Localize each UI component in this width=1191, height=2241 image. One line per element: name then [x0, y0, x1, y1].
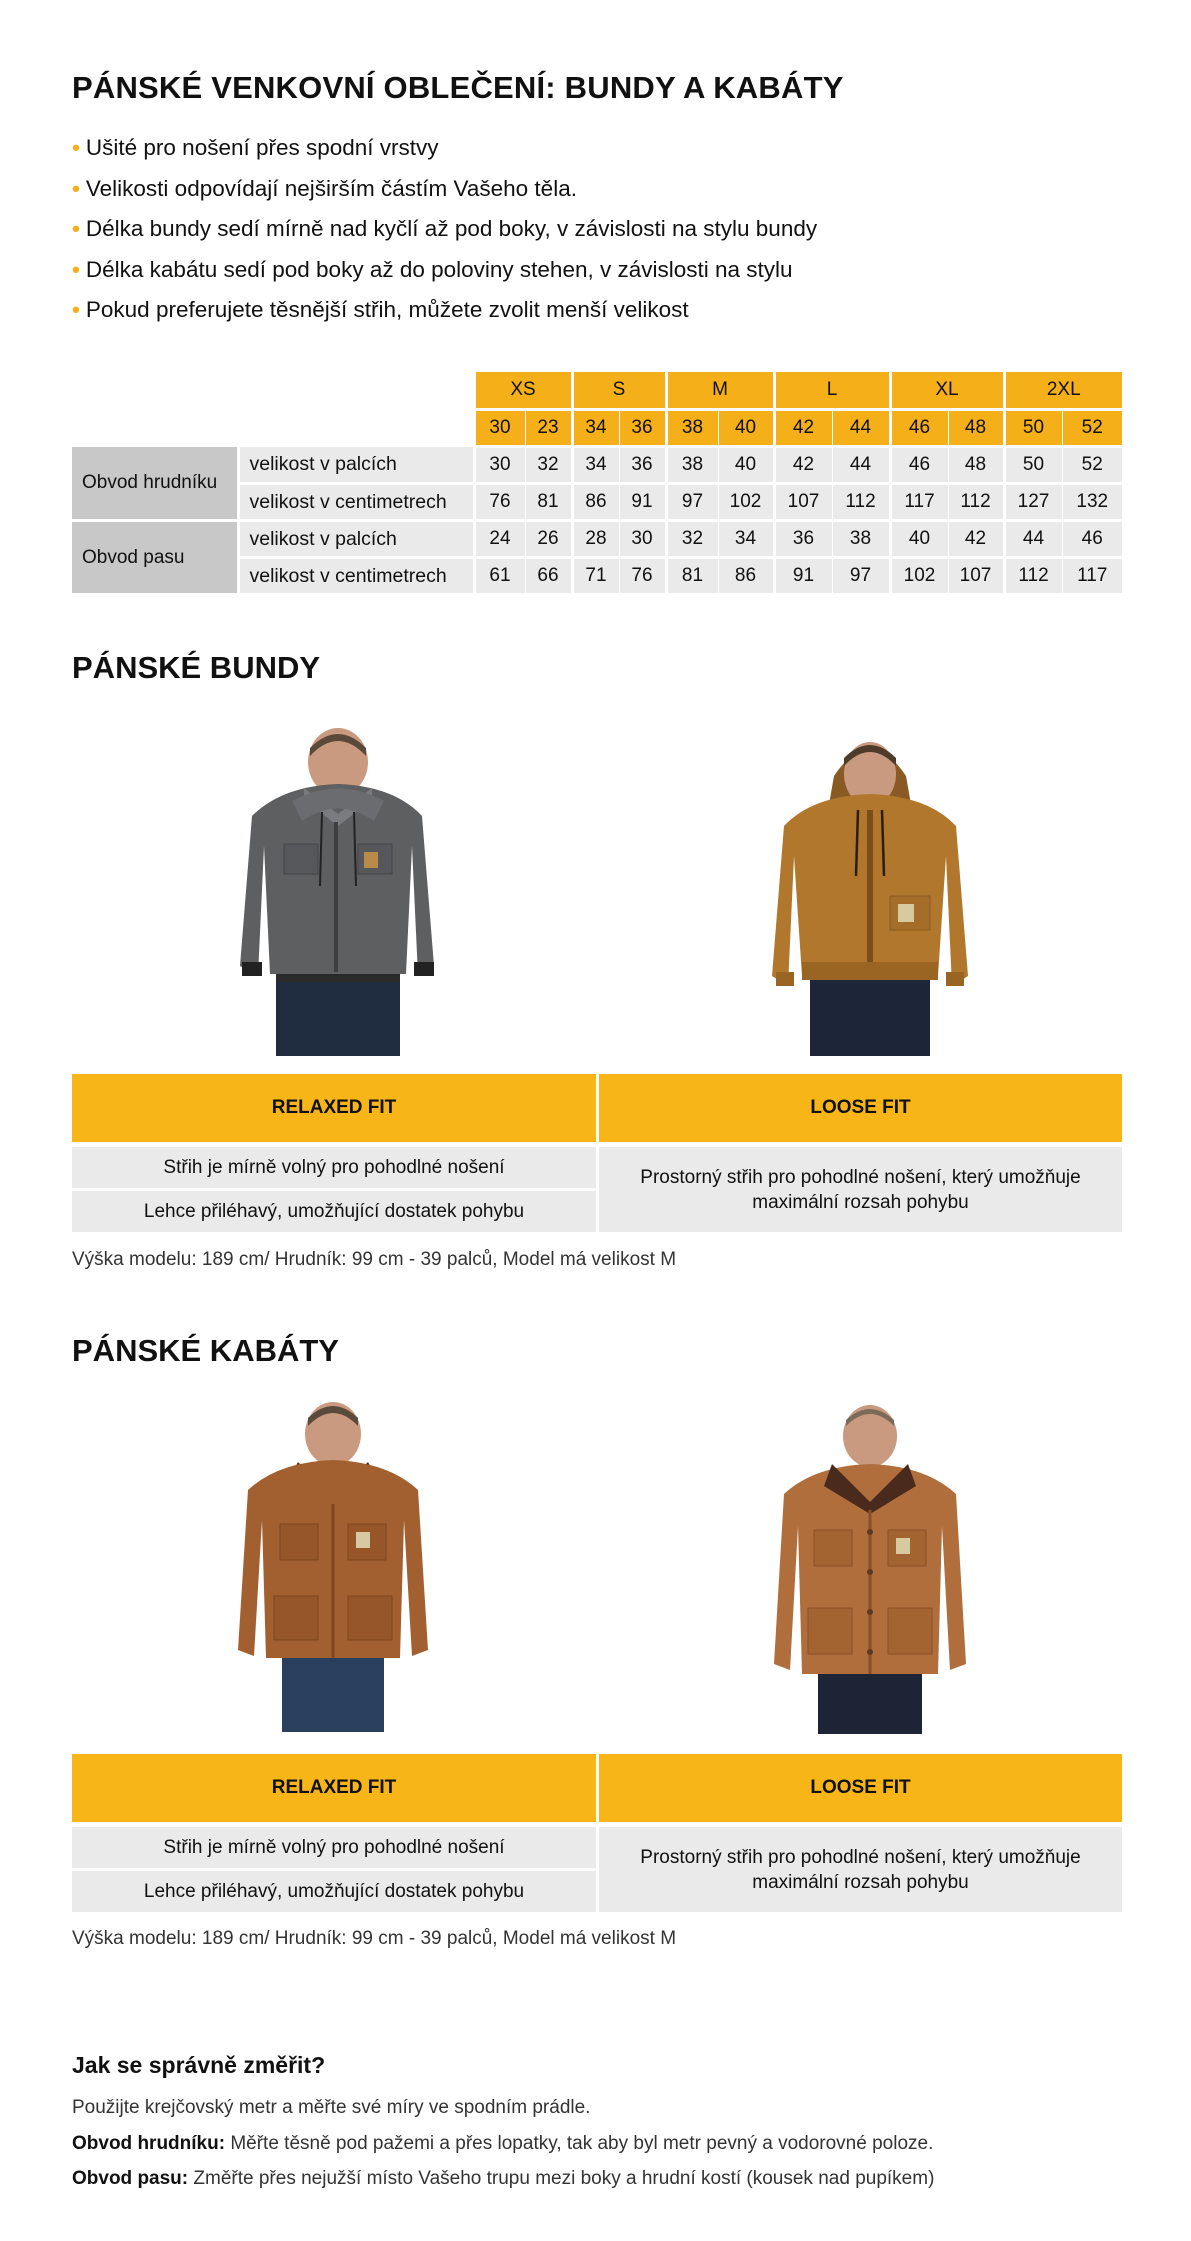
size-number: 44 [832, 410, 890, 447]
size-number: 46 [890, 410, 948, 447]
table-cell: 48 [948, 447, 1004, 484]
table-cell: 97 [666, 484, 718, 521]
loose-fit-desc [599, 1827, 1122, 1912]
howto-intro: Použijte krejčovský metr a měřte své míry ve spodním prádle. [72, 2097, 591, 2118]
list-item [72, 250, 817, 291]
brown-chore-coat-dark-collar-icon [762, 1402, 978, 1734]
row-label: velikost v palcích [238, 521, 474, 558]
table-cell: 32 [525, 447, 572, 484]
waist-label: Obvod pasu: [72, 2168, 189, 2189]
size-number: 30 [474, 410, 525, 447]
table-cell: 28 [572, 521, 619, 558]
table-cell: 97 [832, 558, 890, 595]
table-cell: 40 [718, 447, 774, 484]
row-label: velikost v centimetrech [238, 484, 474, 521]
size-number: 42 [774, 410, 832, 447]
size-xs: XS [474, 372, 572, 410]
list-item [72, 169, 817, 210]
table-row [72, 447, 1122, 484]
size-number: 23 [525, 410, 572, 447]
table-cell: 50 [1004, 447, 1062, 484]
table-cell: 46 [890, 447, 948, 484]
table-cell: 117 [1062, 558, 1122, 595]
relaxed-fit-column [72, 1754, 596, 1914]
table-cell: 61 [474, 558, 525, 595]
table-cell: 112 [832, 484, 890, 521]
bullet-icon: • [72, 135, 80, 160]
table-cell: 81 [525, 484, 572, 521]
relaxed-fit-header: RELAXED FIT [72, 1754, 596, 1822]
coats-fit-table [72, 1754, 1122, 1914]
relaxed-fit-header: RELAXED FIT [72, 1074, 596, 1142]
table-cell: 107 [948, 558, 1004, 595]
waist-text: Změřte přes nejužší místo Vašeho trupu mezi boky a hrudní kostí (kousek nad pupíkem) [188, 2168, 935, 2189]
loose-fit-header: LOOSE FIT [599, 1754, 1122, 1822]
table-cell: 42 [948, 521, 1004, 558]
jackets-fit-table [72, 1074, 1122, 1234]
loose-fit-header: LOOSE FIT [599, 1074, 1122, 1142]
size-chart-table [72, 372, 1122, 596]
chest-text: Měřte těsně pod pažemi a přes lopatky, tak aby byl metr pevný a vodorovné poloze. [225, 2133, 934, 2154]
size-header-row [72, 372, 1122, 410]
brown-hooded-jacket-icon [762, 726, 978, 1056]
relaxed-fit-desc-2: Lehce přiléhavý, umožňující dostatek pohybu [72, 1871, 596, 1912]
table-cell: 112 [1004, 558, 1062, 595]
size-number: 40 [718, 410, 774, 447]
table-cell: 42 [774, 447, 832, 484]
table-cell: 86 [572, 484, 619, 521]
list-item [72, 209, 817, 250]
relaxed-fit-column [72, 1074, 596, 1234]
table-cell: 36 [774, 521, 832, 558]
table-cell: 102 [890, 558, 948, 595]
howto-title: Jak se správně změřit? [72, 2052, 326, 2078]
howto-chest [72, 2133, 933, 2155]
bullet-icon: • [72, 256, 80, 282]
list-item-text: Délka kabátu sedí pod boky až do poloviny stehen, v závislosti na stylu [85, 256, 793, 282]
table-cell: 40 [890, 521, 948, 558]
chest-group-label: Obvod hrudníku [72, 447, 238, 521]
table-cell: 66 [525, 558, 572, 595]
table-cell: 38 [832, 521, 890, 558]
table-cell: 44 [832, 447, 890, 484]
size-s: S [572, 372, 666, 410]
size-number: 48 [948, 410, 1004, 447]
relaxed-fit-desc-1: Střih je mírně volný pro pohodlné nošení [72, 1147, 596, 1188]
list-item-text: Ušité pro nošení přes spodní vrstvy [85, 135, 439, 160]
brown-chore-coat-icon [228, 1400, 438, 1732]
table-cell: 30 [619, 521, 666, 558]
table-cell: 102 [718, 484, 774, 521]
chest-label: Obvod hrudníku: [72, 2133, 226, 2154]
table-cell: 36 [619, 447, 666, 484]
bullet-icon: • [72, 297, 80, 322]
table-cell: 91 [619, 484, 666, 521]
table-cell: 32 [666, 521, 718, 558]
size-number: 36 [619, 410, 666, 447]
howto-waist [72, 2168, 934, 2190]
jackets-title: PÁNSKÉ BUNDY [72, 650, 321, 685]
list-item [72, 128, 817, 169]
list-item-text: Pokud preferujete těsnější střih, můžete zvolit menší velikost [85, 297, 689, 322]
gray-hooded-jacket-icon [222, 726, 450, 1056]
fit-notes-list [72, 128, 817, 331]
loose-fit-desc-line: maximální rozsah pohybu [752, 1871, 969, 1893]
table-cell: 76 [619, 558, 666, 595]
table-cell: 76 [474, 484, 525, 521]
size-l: L [774, 372, 890, 410]
size-m: M [666, 372, 774, 410]
table-cell: 34 [572, 447, 619, 484]
model-note: Výška modelu: 189 cm/ Hrudník: 99 cm - 39 palců, Model má velikost M [72, 1249, 677, 1270]
loose-fit-column [599, 1074, 1122, 1234]
table-cell: 34 [718, 521, 774, 558]
relaxed-fit-desc-1: Střih je mírně volný pro pohodlné nošení [72, 1827, 596, 1868]
model-note: Výška modelu: 189 cm/ Hrudník: 99 cm - 39 palců, Model má velikost M [72, 1928, 677, 1949]
table-cell: 44 [1004, 521, 1062, 558]
table-cell: 112 [948, 484, 1004, 521]
table-cell: 24 [474, 521, 525, 558]
loose-fit-desc-line: Prostorný střih pro pohodlné nošení, který umožňuje [640, 1846, 1081, 1868]
loose-fit-desc [599, 1147, 1122, 1232]
list-item-text: Délka bundy sedí mírně nad kyčlí až pod boky, v závislosti na stylu bundy [85, 216, 818, 241]
table-cell: 52 [1062, 447, 1122, 484]
size-number: 34 [572, 410, 619, 447]
coats-title: PÁNSKÉ KABÁTY [72, 1333, 339, 1368]
table-cell: 127 [1004, 484, 1062, 521]
table-cell: 91 [774, 558, 832, 595]
loose-fit-desc-line: Prostorný střih pro pohodlné nošení, který umožňuje [640, 1166, 1081, 1188]
relaxed-fit-desc-2: Lehce přiléhavý, umožňující dostatek pohybu [72, 1191, 596, 1232]
table-row [72, 521, 1122, 558]
table-cell: 30 [474, 447, 525, 484]
row-label: velikost v centimetrech [238, 558, 474, 595]
bullet-icon: • [72, 216, 80, 241]
table-cell: 132 [1062, 484, 1122, 521]
table-cell: 107 [774, 484, 832, 521]
table-cell: 46 [1062, 521, 1122, 558]
size-number: 52 [1062, 410, 1122, 447]
page-title: PÁNSKÉ VENKOVNÍ OBLEČENÍ: BUNDY A KABÁTY [72, 70, 844, 105]
size-number: 38 [666, 410, 718, 447]
table-cell: 26 [525, 521, 572, 558]
table-cell: 71 [572, 558, 619, 595]
table-cell: 38 [666, 447, 718, 484]
list-item [72, 290, 817, 331]
table-cell: 86 [718, 558, 774, 595]
size-xl: XL [890, 372, 1004, 410]
loose-fit-desc-line: maximální rozsah pohybu [752, 1191, 969, 1213]
loose-fit-column [599, 1754, 1122, 1914]
size-number-row [72, 410, 1122, 447]
bullet-icon: • [72, 175, 80, 201]
waist-group-label: Obvod pasu [72, 521, 238, 595]
list-item-text: Velikosti odpovídají nejširším částím Vašeho těla. [85, 175, 577, 201]
size-number: 50 [1004, 410, 1062, 447]
size-2xl: 2XL [1004, 372, 1122, 410]
row-label: velikost v palcích [238, 447, 474, 484]
table-cell: 117 [890, 484, 948, 521]
table-cell: 81 [666, 558, 718, 595]
